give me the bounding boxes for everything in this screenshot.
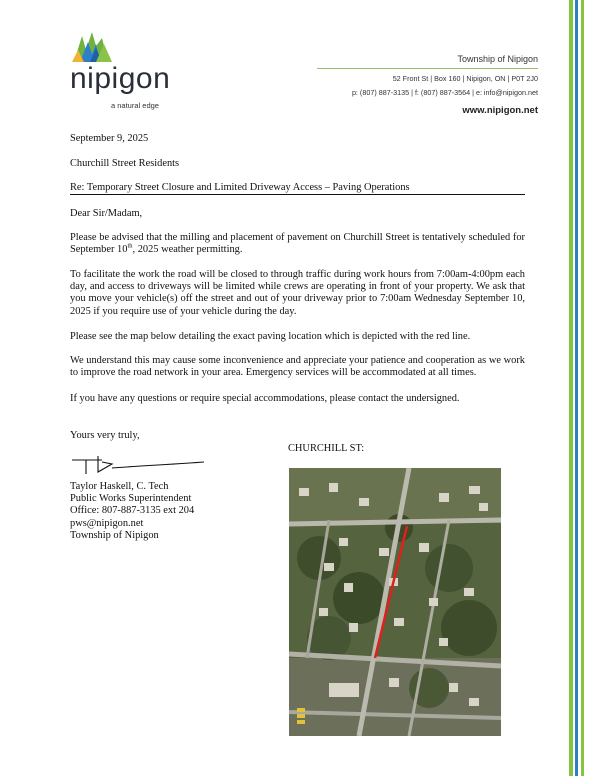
green-stripe [569, 0, 573, 776]
paragraph-schedule-a: Please be advised that the milling and placement of pavement on Churchill Street is tentatively scheduled for September 10 [70, 232, 525, 256]
letterhead-contact: p: (807) 887-3135 | f: (807) 887-3564 | e: info@nipigon.net [351, 88, 538, 97]
paragraph-closure: To facilitate the work the road will be closed to through traffic during work hours from 7:00am-4:00pm each day, and access to driveways will be limited while crews are operating in front of your property. We ask that you move your vehicle(s) off the street and out of your driveway prior to 7:00am Wednesday September 10, 2025 if you require use of your vehicle during the day. [70, 269, 525, 317]
paragraph-schedule [70, 232, 525, 256]
letter-recipient: Churchill Street Residents [70, 158, 180, 169]
paragraph-contact: If you have any questions or require special accommodations, please contact the undersigned. [70, 393, 460, 404]
letter-closing: Yours very truly, [70, 430, 140, 441]
letterhead [317, 54, 538, 116]
signatory-email[interactable]: pws@nipigon.net [70, 517, 144, 529]
paragraph-apology: We understand this may cause some inconvenience and appreciate your patience and cooperation as we work to improve the road network in your area. Emergency services will be accommodated at all times. [70, 355, 525, 379]
green-stripe-2 [581, 0, 584, 776]
letter-subject: Re: Temporary Street Closure and Limited Driveway Access – Paving Operations [70, 182, 525, 195]
letterhead-website[interactable]: www.nipigon.net [462, 105, 538, 116]
signatory-office: Office: 807-887-3135 ext 204 [70, 505, 195, 517]
letterhead-address: 52 Front St | Box 160 | Nipigon, ON | P0T 2J0 [392, 74, 538, 83]
paragraph-map-note: Please see the map below detailing the exact paving location which is depicted with the red line. [70, 331, 471, 342]
letter-date: September 9, 2025 [70, 133, 149, 144]
map-caption: CHURCHILL ST: [288, 443, 365, 454]
aerial-map [289, 468, 501, 736]
letterhead-org: Township of Nipigon [317, 54, 538, 69]
paragraph-schedule-sup: th [127, 242, 133, 250]
logo-tagline: a natural edge [111, 101, 159, 110]
signatory-org: Township of Nipigon [70, 529, 159, 541]
letter-salutation: Dear Sir/Madam, [70, 208, 143, 219]
signature [68, 450, 208, 478]
paragraph-schedule-b: , 2025 weather permitting. [132, 244, 243, 256]
blue-stripe [575, 0, 578, 776]
signatory-name: Taylor Haskell, C. Tech [70, 481, 169, 492]
logo-wordmark: nipigon [70, 62, 171, 95]
signatory-title: Public Works Superintendent [70, 493, 192, 505]
signatory-block [70, 481, 194, 542]
